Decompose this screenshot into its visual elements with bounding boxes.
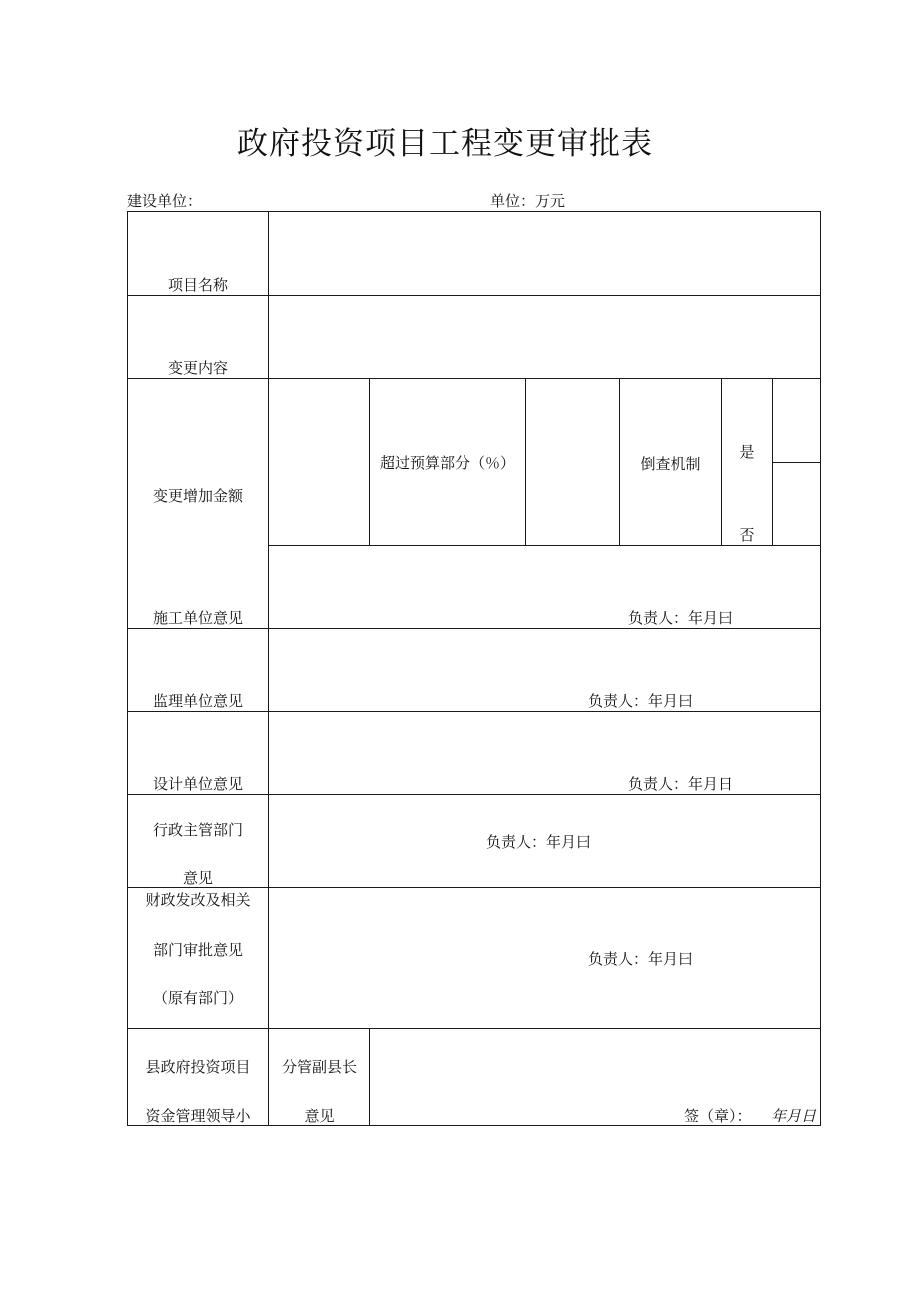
admin-dept-label-line1: 行政主管部门 [152,821,243,839]
construction-unit-label: 建设单位： [127,192,203,210]
seal-signature: 签（章）： [684,1107,752,1125]
yes-label: 是 [739,443,755,461]
project-name-label: 项目名称 [167,276,228,294]
supervision-opinion-label: 监理单位意见 [152,692,243,710]
design-opinion-label: 设计单位意见 [152,775,243,793]
reverse-check-label: 倒查机制 [640,455,701,473]
column-divider [525,378,526,545]
row-divider [127,295,821,296]
finance-dept-label-line3: （原有部门） [152,989,243,1007]
row-divider [127,711,821,712]
supervision-signature: 负责人：年月曰 [588,692,694,710]
row-divider [127,378,821,379]
column-divider [772,378,773,545]
design-signature: 负责人：年月日 [628,775,734,793]
row-divider [127,628,821,629]
table-border-right [820,211,821,1126]
admin-dept-label-line2: 意见 [182,869,213,887]
deputy-label-line1: 分管副县长 [281,1058,357,1076]
change-amount-label: 变更增加金额 [152,487,243,505]
construction-signature: 负责人：年月曰 [628,609,734,627]
currency-unit-label: 单位：万元 [490,192,566,210]
row-divider [127,1028,821,1029]
row-divider [268,545,821,546]
admin-signature: 负责人：年月曰 [486,833,592,851]
deputy-label-line2: 意见 [304,1107,335,1125]
table-border-top [127,211,821,212]
over-budget-label: 超过预算部分（％） [379,454,515,472]
row-divider [127,794,821,795]
construction-opinion-label: 施工单位意见 [152,609,243,627]
change-content-label: 变更内容 [167,359,228,377]
no-label: 否 [739,526,755,544]
column-divider [369,1028,370,1125]
seal-date: 年月日 [771,1107,817,1125]
finance-signature: 负责人：年月曰 [588,950,694,968]
county-group-label-line2: 资金管理领导小 [145,1107,251,1125]
label-column-divider [268,211,269,1126]
page-title: 政府投资项目工程变更审批表 [237,126,653,162]
finance-dept-label-line2: 部门审批意见 [152,941,243,959]
county-group-label-line1: 县政府投资项目 [145,1058,251,1076]
row-divider [772,462,821,463]
finance-dept-label-line1: 财政发改及相关 [145,891,251,909]
